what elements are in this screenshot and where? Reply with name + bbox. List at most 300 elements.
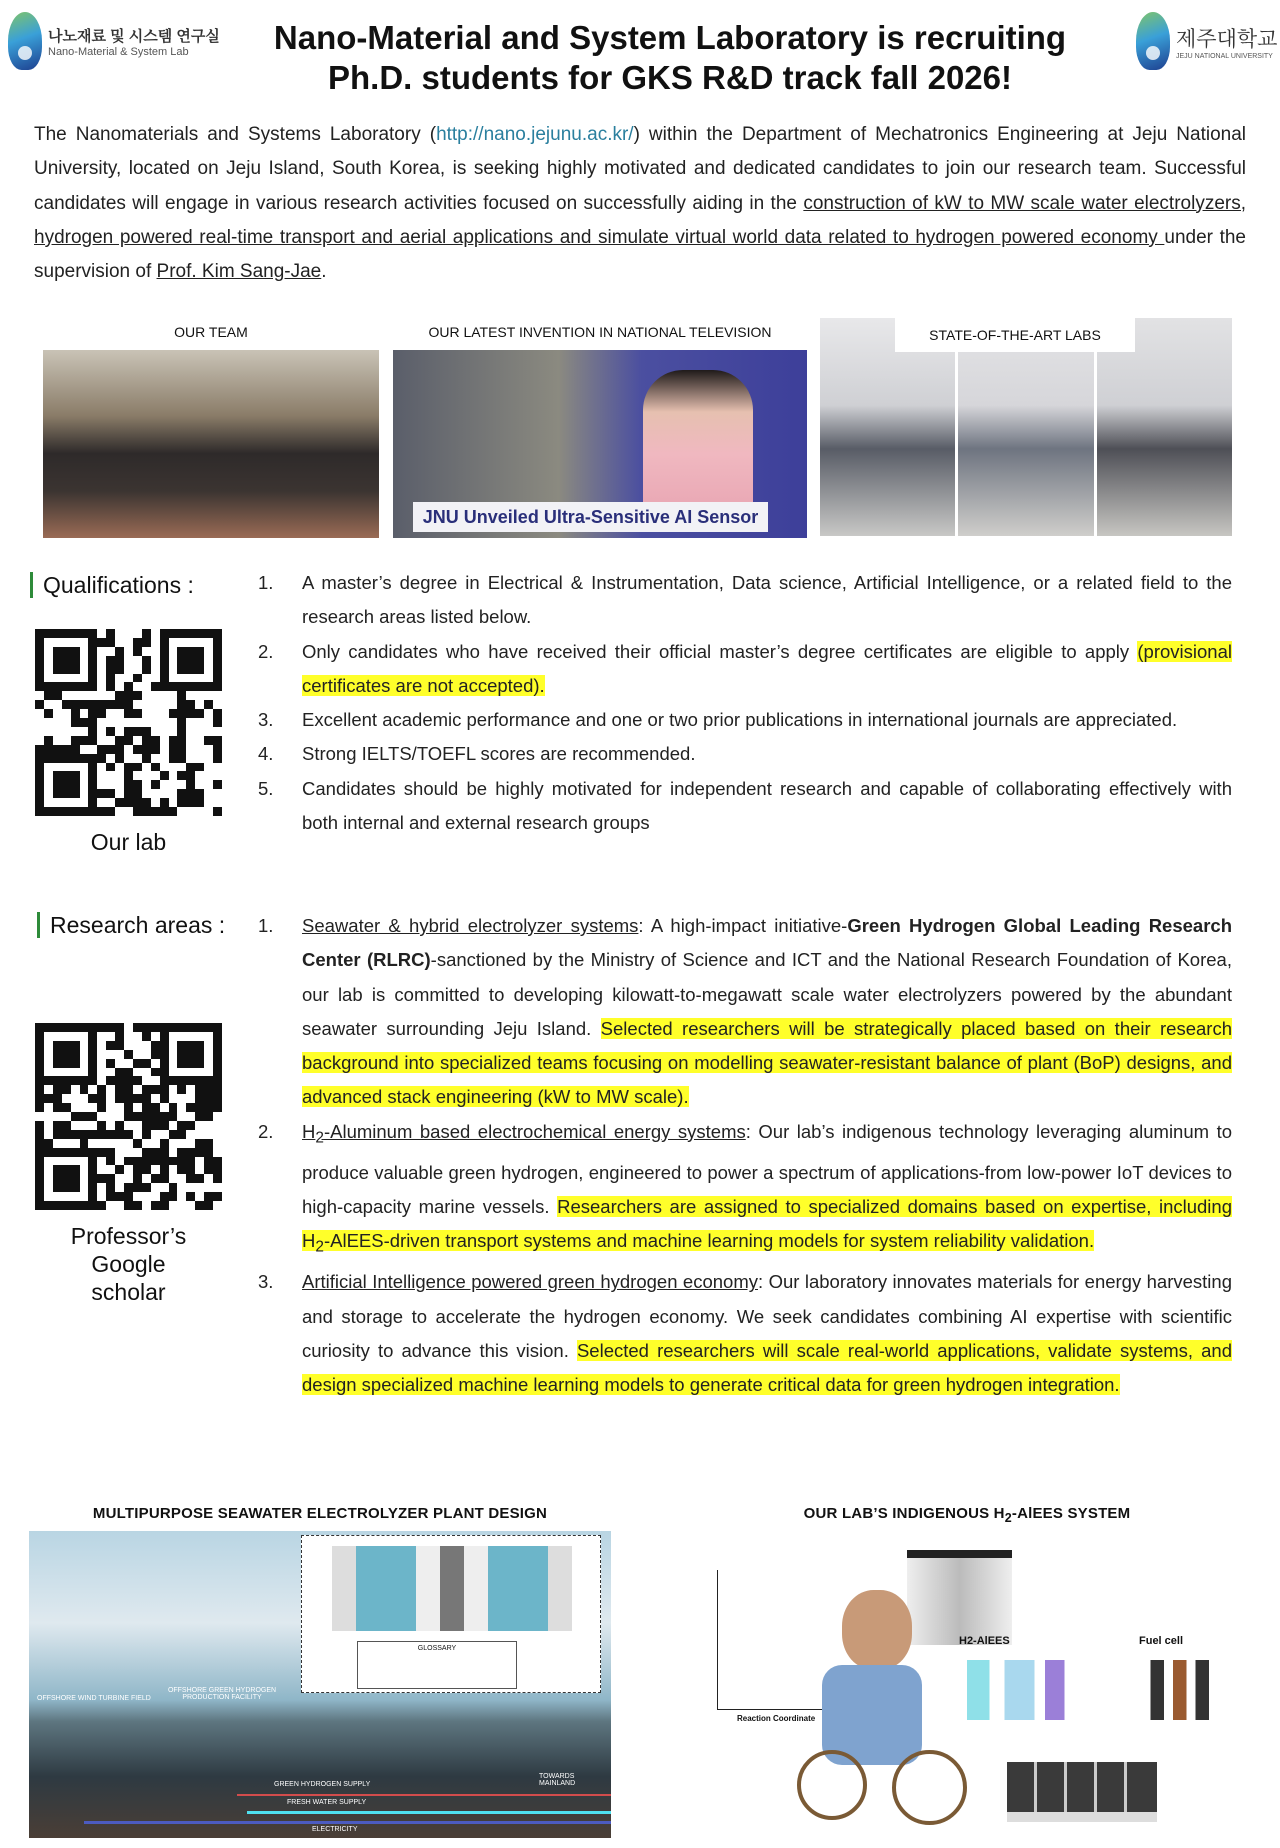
qr-module	[160, 665, 169, 674]
qr-module	[169, 1023, 178, 1032]
qr-module	[204, 771, 213, 780]
qr-module	[133, 718, 142, 727]
qr-module	[142, 1068, 151, 1077]
bike-wheel	[797, 1750, 867, 1820]
qr-module	[44, 1157, 53, 1166]
qr-module	[115, 754, 124, 763]
hydrogen-pipe	[237, 1794, 611, 1796]
qr-module	[80, 700, 89, 709]
qr-module	[115, 1059, 124, 1068]
qr-module	[115, 1085, 124, 1094]
qr-module	[88, 1103, 97, 1112]
qr-module	[80, 789, 89, 798]
qr-module	[160, 763, 169, 772]
qr-module	[133, 691, 142, 700]
qr-module	[62, 700, 71, 709]
qr-module	[106, 763, 115, 772]
qr-module	[88, 763, 97, 772]
qr-module	[53, 789, 62, 798]
qr-module	[88, 807, 97, 816]
qr-module	[106, 745, 115, 754]
qr-module	[151, 1041, 160, 1050]
qr-module	[80, 1174, 89, 1183]
qr-module	[35, 1121, 44, 1130]
qr-module	[53, 1139, 62, 1148]
qr-module	[169, 709, 178, 718]
qr-module	[169, 1148, 178, 1157]
qr-module	[35, 1085, 44, 1094]
item-number: 3.	[258, 709, 274, 731]
qr-module	[169, 1050, 178, 1059]
qr-module	[133, 1041, 142, 1050]
qr-module	[62, 1041, 71, 1050]
qr-module	[124, 638, 133, 647]
qr-module	[80, 798, 89, 807]
mainland-label: TOWARDS MAINLAND	[539, 1773, 576, 1787]
qr-module	[53, 807, 62, 816]
qr-module	[133, 629, 142, 638]
qr-module	[71, 682, 80, 691]
qr-module	[71, 656, 80, 665]
qr-module	[115, 1094, 124, 1103]
qr-module	[53, 763, 62, 772]
qr-module	[213, 682, 222, 691]
qr-module	[35, 629, 44, 638]
qr-module	[142, 1059, 151, 1068]
qr-module	[142, 745, 151, 754]
qr-module	[53, 1183, 62, 1192]
qr-module	[195, 1068, 204, 1077]
qr-module	[62, 745, 71, 754]
qr-module	[151, 1157, 160, 1166]
qr-module	[160, 745, 169, 754]
aless-figure-title	[697, 1505, 1237, 1525]
title-part: OUR LAB’S INDIGENOUS H	[803, 1505, 1005, 1522]
qr-module	[53, 1076, 62, 1085]
qr-module	[71, 1094, 80, 1103]
qr-module	[35, 1139, 44, 1148]
qr-module	[44, 647, 53, 656]
qr-module	[71, 1165, 80, 1174]
qr-module	[80, 736, 89, 745]
qr-module	[71, 1068, 80, 1077]
qr-module	[133, 1059, 142, 1068]
qr-module	[124, 807, 133, 816]
qr-module	[177, 1165, 186, 1174]
qr-module	[124, 665, 133, 674]
qr-module	[177, 1148, 186, 1157]
qr-module	[195, 763, 204, 772]
qr-module	[35, 1174, 44, 1183]
qr-module	[151, 798, 160, 807]
qr-module	[53, 1050, 62, 1059]
qr-module	[213, 780, 222, 789]
qr-module	[186, 1112, 195, 1121]
qr-module	[186, 1201, 195, 1210]
qr-module	[213, 745, 222, 754]
qr-module	[44, 656, 53, 665]
qr-module	[142, 1201, 151, 1210]
qr-module	[213, 789, 222, 798]
qr-module	[142, 727, 151, 736]
qr-module	[186, 745, 195, 754]
qr-module	[213, 1085, 222, 1094]
qr-module	[35, 1157, 44, 1166]
qr-module	[80, 647, 89, 656]
qr-module	[97, 638, 106, 647]
qr-module	[160, 1023, 169, 1032]
qr-module	[62, 727, 71, 736]
qr-module	[124, 1192, 133, 1201]
qr-module	[186, 1023, 195, 1032]
qr-module	[53, 727, 62, 736]
qr-module	[186, 656, 195, 665]
qr-module	[160, 736, 169, 745]
qr-module	[53, 1148, 62, 1157]
qr-module	[177, 1183, 186, 1192]
qr-module	[177, 1192, 186, 1201]
qr-module	[213, 736, 222, 745]
qr-module	[195, 629, 204, 638]
lab-website-link[interactable]: http://nano.jejunu.ac.kr/	[436, 124, 634, 145]
qr-module	[62, 656, 71, 665]
qr-module	[88, 1068, 97, 1077]
subscript: 2	[315, 1239, 324, 1257]
qr-module	[97, 665, 106, 674]
item-text: : Our laboratory innovates materials for energy harvesting and storage to accelerate the hydrogen economy. We seek candidates combining AI expertise with scientific curiosity to advance this vision.	[302, 1271, 1232, 1361]
qr-module	[133, 665, 142, 674]
qr-module	[62, 1068, 71, 1077]
qr-module	[151, 1094, 160, 1103]
qr-module	[177, 665, 186, 674]
qr-module	[97, 1112, 106, 1121]
qr-module	[204, 674, 213, 683]
qr-module	[35, 1094, 44, 1103]
qr-module	[35, 647, 44, 656]
qr-module	[204, 700, 213, 709]
qr-module	[160, 1157, 169, 1166]
qr-module	[177, 807, 186, 816]
qr-module	[204, 1165, 213, 1174]
qr-module	[169, 789, 178, 798]
qr-module	[115, 1103, 124, 1112]
qr-module	[88, 1059, 97, 1068]
qr-module	[151, 629, 160, 638]
qr-module	[106, 1183, 115, 1192]
qr-module	[97, 771, 106, 780]
qr-module	[97, 807, 106, 816]
qr-module	[62, 1076, 71, 1085]
qr-module	[88, 1023, 97, 1032]
qr-module	[80, 1103, 89, 1112]
qr-module	[160, 1192, 169, 1201]
qr-module	[88, 629, 97, 638]
qr-module	[62, 1130, 71, 1139]
qr-module	[124, 1032, 133, 1041]
fuel-cell-diagram	[1137, 1660, 1227, 1720]
qr-module	[213, 629, 222, 638]
qr-module	[35, 1041, 44, 1050]
scholar-qr-code[interactable]	[35, 1023, 222, 1210]
qr-module	[177, 1041, 186, 1050]
qr-module	[71, 1032, 80, 1041]
qr-module	[97, 691, 106, 700]
qr-module	[35, 1068, 44, 1077]
research-list	[258, 909, 1232, 1403]
qr-module	[213, 1121, 222, 1130]
qr-module	[169, 656, 178, 665]
subscript: 2	[1004, 1511, 1012, 1525]
qr-module	[186, 1059, 195, 1068]
qr-module	[124, 1148, 133, 1157]
qr-module	[133, 727, 142, 736]
qr-module	[44, 1112, 53, 1121]
qr-module	[115, 1157, 124, 1166]
qr-module	[71, 638, 80, 647]
qr-module	[169, 665, 178, 674]
qr-module	[142, 736, 151, 745]
qr-module	[177, 1201, 186, 1210]
qr-module	[44, 780, 53, 789]
qr-module	[62, 1085, 71, 1094]
item-text: : Our lab’s indigenous technology leveraging aluminum to produce valuable green hydrogen, engineered to power a spectrum of applications-from low-power IoT devices to high-capacity marine vessels.	[302, 1120, 1232, 1218]
qr-module	[88, 754, 97, 763]
qr-module	[62, 1165, 71, 1174]
qr-module	[177, 1174, 186, 1183]
qr-module	[115, 745, 124, 754]
qr-module	[195, 1139, 204, 1148]
qr-module	[124, 656, 133, 665]
qr-module	[124, 771, 133, 780]
qr-module	[106, 700, 115, 709]
qr-module	[106, 1165, 115, 1174]
qr-module	[151, 674, 160, 683]
qr-module	[106, 1094, 115, 1103]
qr-module	[53, 1121, 62, 1130]
qr-module	[160, 1059, 169, 1068]
qr-module	[124, 1085, 133, 1094]
qr-module	[151, 771, 160, 780]
qr-module	[169, 674, 178, 683]
qr-module	[124, 1121, 133, 1130]
item-number: 4.	[258, 743, 274, 765]
qr-module	[115, 629, 124, 638]
qr-module	[106, 736, 115, 745]
electricity-cable	[84, 1821, 611, 1824]
qr-module	[169, 754, 178, 763]
item-text: Strong IELTS/TOEFL scores are recommended.	[302, 743, 696, 765]
qr-module	[177, 745, 186, 754]
qr-module	[213, 700, 222, 709]
qr-module	[160, 1094, 169, 1103]
title-part: -AlEES SYSTEM	[1011, 1505, 1131, 1522]
qr-module	[62, 789, 71, 798]
qr-module	[88, 1050, 97, 1059]
qr-module	[169, 682, 178, 691]
qr-module	[195, 1183, 204, 1192]
intro-text: .	[321, 261, 327, 283]
qr-module	[186, 629, 195, 638]
qr-module	[186, 1148, 195, 1157]
qr-module	[160, 727, 169, 736]
qr-module	[133, 1068, 142, 1077]
qr-module	[133, 656, 142, 665]
qr-module	[97, 763, 106, 772]
qr-module	[53, 700, 62, 709]
qr-module	[124, 718, 133, 727]
qr-module	[88, 1076, 97, 1085]
qr-module	[53, 1059, 62, 1068]
qr-module	[169, 1192, 178, 1201]
qr-module	[186, 1076, 195, 1085]
qr-module	[44, 665, 53, 674]
qr-module	[44, 1183, 53, 1192]
qr-module	[213, 771, 222, 780]
qr-module	[53, 1085, 62, 1094]
qr-module	[97, 1094, 106, 1103]
qr-module	[106, 1068, 115, 1077]
tv-photo	[393, 350, 807, 538]
qr-module	[195, 1121, 204, 1130]
qr-module	[169, 798, 178, 807]
qualification-item	[258, 566, 1232, 635]
qr-module	[53, 1023, 62, 1032]
qr-module	[142, 807, 151, 816]
qr-module	[133, 1076, 142, 1085]
qr-module	[213, 1192, 222, 1201]
qr-module	[195, 771, 204, 780]
qr-module	[142, 1094, 151, 1103]
qr-module	[35, 700, 44, 709]
qr-module	[44, 1130, 53, 1139]
qr-module	[44, 807, 53, 816]
qr-module	[195, 656, 204, 665]
stack-diagram	[332, 1546, 572, 1631]
qr-module	[62, 754, 71, 763]
qr-module	[186, 647, 195, 656]
qr-module	[115, 1032, 124, 1041]
qr-module	[213, 718, 222, 727]
qr-module	[160, 1183, 169, 1192]
qr-module	[213, 674, 222, 683]
qr-module	[80, 1050, 89, 1059]
qr-module	[169, 1157, 178, 1166]
qr-module	[133, 745, 142, 754]
qr-module	[195, 780, 204, 789]
qr-module	[124, 1183, 133, 1192]
subscript: 2	[315, 1129, 324, 1147]
qr-module	[160, 798, 169, 807]
qr-module	[88, 638, 97, 647]
lab-qr-code[interactable]	[35, 629, 222, 816]
qr-module	[151, 745, 160, 754]
qr-module	[97, 700, 106, 709]
qr-module	[62, 1112, 71, 1121]
qr-module	[124, 780, 133, 789]
qr-module	[186, 736, 195, 745]
qr-module	[35, 754, 44, 763]
qr-module	[71, 1112, 80, 1121]
qr-module	[204, 763, 213, 772]
qr-module	[204, 1050, 213, 1059]
qr-module	[142, 798, 151, 807]
qr-module	[142, 1157, 151, 1166]
qr-module	[88, 1112, 97, 1121]
qr-module	[133, 1201, 142, 1210]
qr-module	[160, 1076, 169, 1085]
qr-module	[169, 638, 178, 647]
qr-module	[80, 745, 89, 754]
qr-module	[71, 674, 80, 683]
qr-module	[151, 1174, 160, 1183]
qr-module	[177, 647, 186, 656]
qr-module	[62, 1032, 71, 1041]
qr-module	[204, 1201, 213, 1210]
qr-module	[177, 1023, 186, 1032]
qr-module	[160, 1112, 169, 1121]
qr-module	[97, 1139, 106, 1148]
qr-module	[160, 1139, 169, 1148]
qr-module	[142, 754, 151, 763]
qr-module	[142, 780, 151, 789]
qr-module	[142, 763, 151, 772]
qr-module	[142, 1041, 151, 1050]
qr-module	[88, 789, 97, 798]
qr-module	[169, 1068, 178, 1077]
qr-module	[35, 780, 44, 789]
qr-module	[186, 1094, 195, 1103]
qr-module	[195, 1157, 204, 1166]
qr-module	[71, 1201, 80, 1210]
qr-module	[133, 709, 142, 718]
qr-module	[160, 807, 169, 816]
qr-module	[195, 736, 204, 745]
qr-module	[142, 674, 151, 683]
qr-module	[124, 1130, 133, 1139]
qr-module	[97, 1157, 106, 1166]
qr-module	[88, 700, 97, 709]
qr-module	[213, 1174, 222, 1183]
qr-module	[204, 789, 213, 798]
qr-module	[195, 1148, 204, 1157]
qr-module	[88, 736, 97, 745]
qr-module	[53, 691, 62, 700]
qr-module	[71, 718, 80, 727]
qr-module	[186, 754, 195, 763]
qr-module	[213, 709, 222, 718]
qr-module	[88, 1192, 97, 1201]
qr-module	[151, 1165, 160, 1174]
research-item	[258, 909, 1232, 1115]
qr-module	[62, 691, 71, 700]
aless-system-image	[697, 1540, 1240, 1840]
qr-module	[97, 1148, 106, 1157]
qr-module	[186, 763, 195, 772]
qr-module	[62, 1059, 71, 1068]
qr-module	[177, 798, 186, 807]
qr-module	[53, 745, 62, 754]
qr-module	[88, 691, 97, 700]
qr-module	[204, 745, 213, 754]
qr-module	[195, 1032, 204, 1041]
qr-module	[106, 1103, 115, 1112]
qr-module	[195, 727, 204, 736]
qr-module	[88, 682, 97, 691]
highlight-part: -AlEES-driven transport systems and machine learning models for system reliability validation.	[323, 1230, 1095, 1252]
qr-module	[106, 798, 115, 807]
qr-module	[71, 629, 80, 638]
qr-module	[80, 763, 89, 772]
